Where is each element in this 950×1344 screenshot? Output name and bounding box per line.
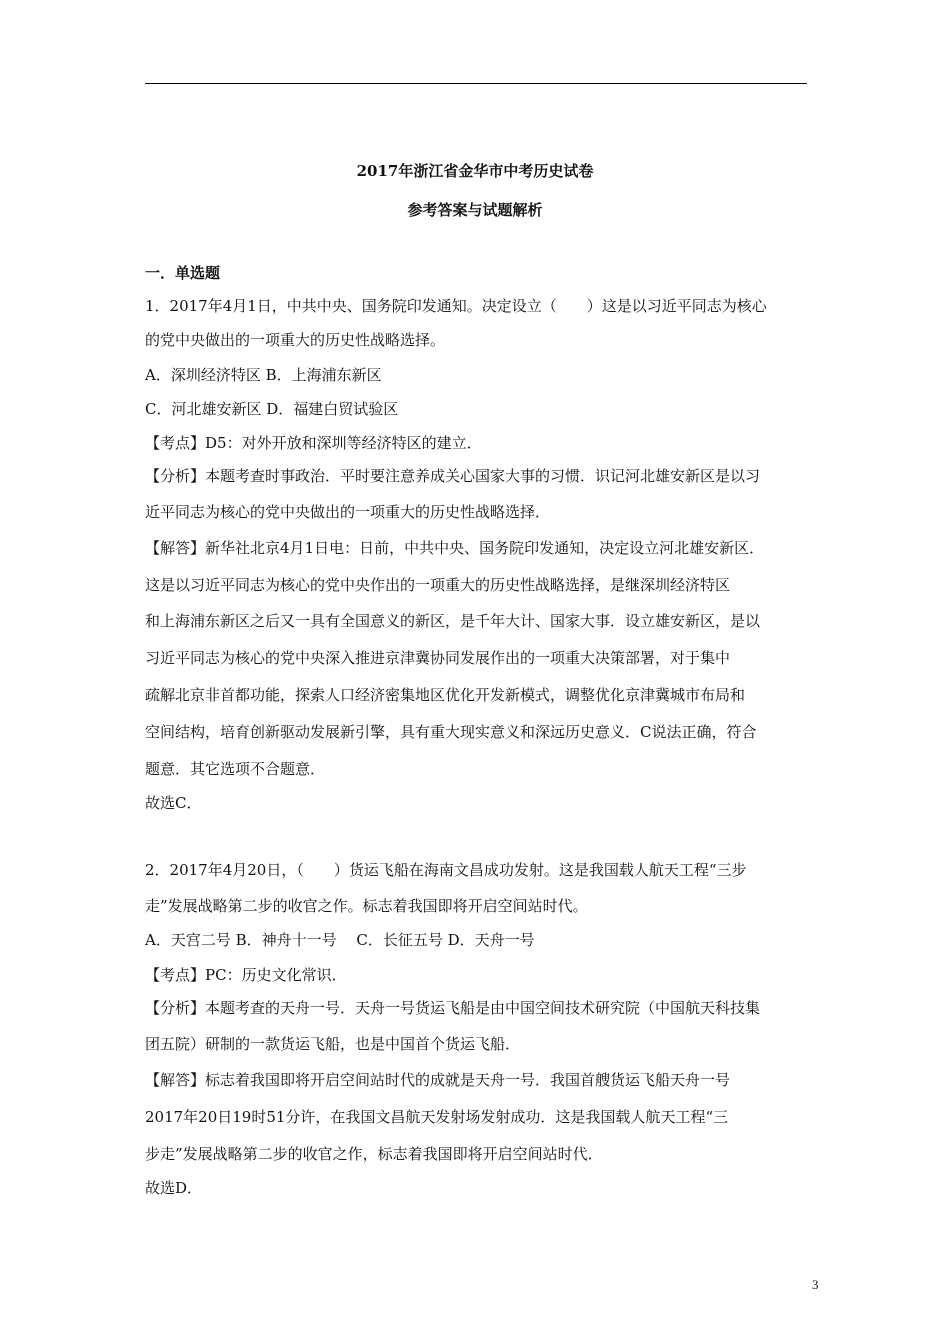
document-subtitle: 参考答案与试题解析	[407, 201, 543, 219]
q1-jieda-line-6: 空间结构，培育创新驱动发展新引擎，具有重大现实意义和深远历史意义．C说法正确，符合	[145, 723, 757, 741]
q2-fenxi-line-1: 【分析】本题考查的天舟一号．天舟一号货运飞船是由中国空间技术研究院（中国航天科技集	[145, 999, 761, 1017]
q2-stem-line-2: 走”发展战略第二步的收官之作。标志着我国即将开启空间站时代。	[145, 897, 588, 915]
q1-jieda-line-1: 【解答】新华社北京4月1日电：日前，中共中央、国务院印发通知，决定设立河北雄安新区．	[145, 539, 765, 557]
q2-stem-line-1: 2．2017年4月20日，（ ）货运飞船在海南文昌成功发射。这是我国载人航天工程“三步	[145, 861, 747, 879]
q1-jieda-line-4: 习近平同志为核心的党中央深入推进京津冀协同发展作出的一项重大决策部署，对于集中	[145, 649, 731, 667]
q1-fenxi-line-1: 【分析】本题考查时事政治．平时要注意养成关心国家大事的习惯．识记河北雄安新区是以习	[145, 467, 761, 485]
q1-jieda-line-3: 和上海浦东新区之后又一具有全国意义的新区，是千年大计、国家大事．设立雄安新区，是以	[145, 612, 761, 630]
q1-jieda-line-5: 疏解北京非首都功能，探索人口经济密集地区优化开发新模式，调整优化京津冀城市布局和	[145, 686, 746, 704]
header-rule	[145, 83, 807, 84]
q1-answer: 故选C．	[145, 794, 202, 812]
q2-fenxi-line-2: 团五院）研制的一款货运飞船，也是中国首个货运飞船．	[145, 1035, 521, 1053]
q1-kaodian: 【考点】D5：对外开放和深圳等经济特区的建立．	[145, 434, 482, 452]
q2-jieda-line-3: 步走”发展战略第二步的收官之作，标志着我国即将开启空间站时代．	[145, 1145, 603, 1163]
q1-options-line-1: A．深圳经济特区 B．上海浦东新区	[145, 366, 382, 384]
q2-jieda-line-2: 2017年20日19时51分许，在我国文昌航天发射场发射成功．这是我国载人航天工程“三	[145, 1108, 729, 1126]
q1-stem-line-1: 1．2017年4月1日，中共中央、国务院印发通知。决定设立（ ）这是以习近平同志为核心	[145, 297, 767, 315]
q2-kaodian: 【考点】PC：历史文化常识．	[145, 966, 347, 984]
q1-jieda-line-7: 题意．其它选项不合题意．	[145, 760, 326, 778]
q1-jieda-line-2: 这是以习近平同志为核心的党中央作出的一项重大的历史性战略选择，是继深圳经济特区	[145, 576, 731, 594]
q2-jieda-line-1: 【解答】标志着我国即将开启空间站时代的成就是天舟一号．我国首艘货运飞船天舟一号	[145, 1071, 731, 1089]
document-title: 2017年浙江省金华市中考历史试卷	[356, 162, 594, 180]
q2-answer: 故选D．	[145, 1179, 203, 1197]
page-number: 3	[812, 1277, 819, 1292]
q1-stem-line-2: 的党中央做出的一项重大的历史性战略选择。	[145, 331, 446, 349]
q2-options-line-1: A．天宫二号 B．神舟十一号 C．长征五号 D．天舟一号	[145, 931, 535, 949]
q1-options-line-2: C．河北雄安新区 D．福建白贸试验区	[145, 400, 399, 418]
q1-fenxi-line-2: 近平同志为核心的党中央做出的一项重大的历史性战略选择．	[145, 503, 551, 521]
section-heading: 一．单选题	[145, 264, 221, 282]
